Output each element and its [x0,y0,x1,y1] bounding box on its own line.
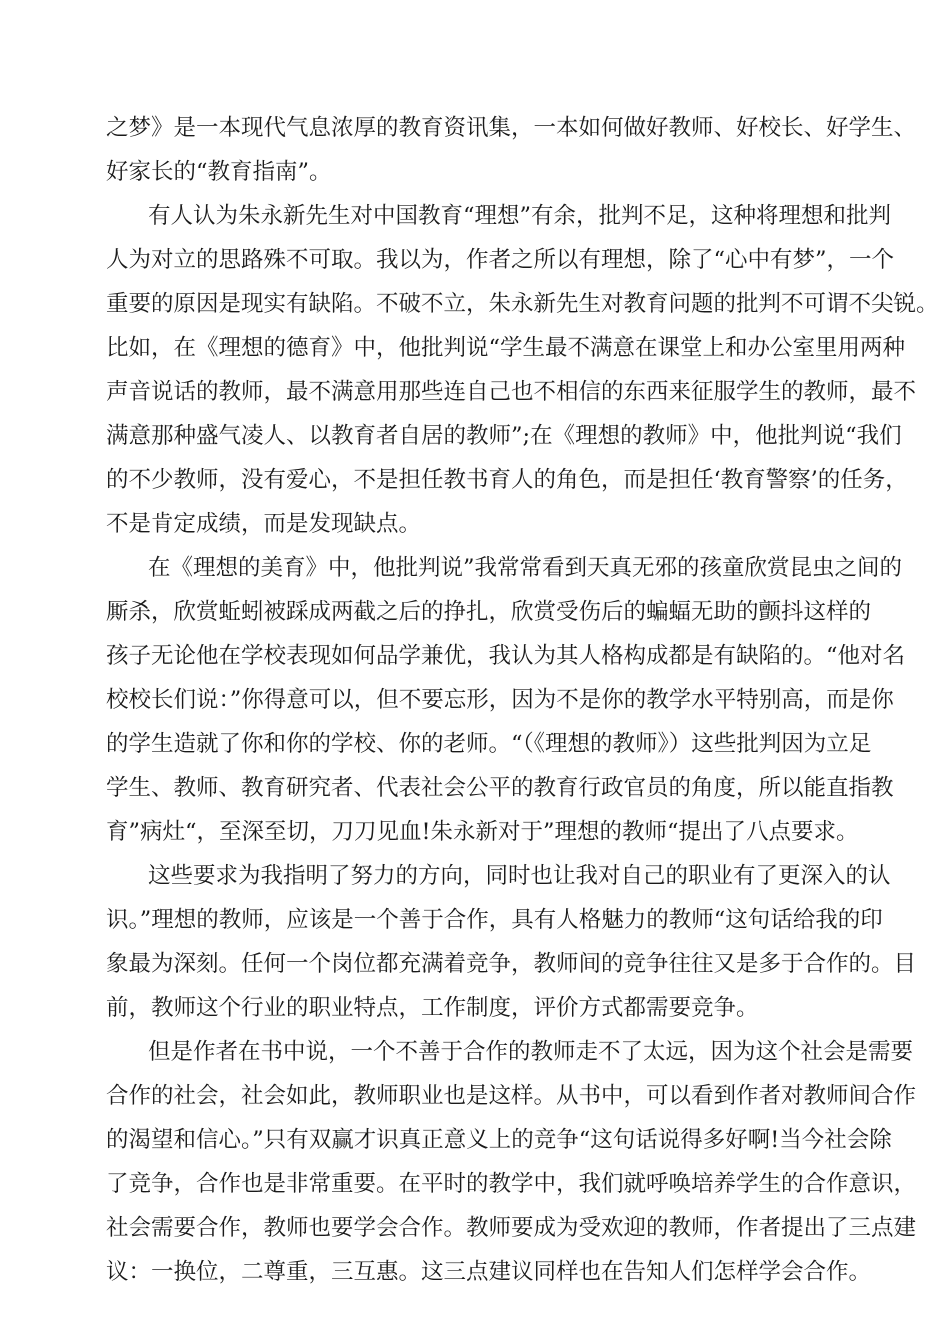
body-text-line: 的学生造就了你和你的学校、你的老师。“（《理想的教师》）这些批判因为立足 [106,731,872,757]
paragraph-first-line: 但是作者在书中说，一个不善于合作的教师走不了太远，因为这个社会是需要 [148,1039,914,1065]
body-text-line: 比如，在《理想的德育》中，他批判说“学生最不满意在课堂上和办公室里用两种 [106,335,906,361]
paragraph-first-line: 在《理想的美育》中，他批判说”我常常看到天真无邪的孩童欣赏昆虫之间的 [148,555,903,581]
body-text-line: 社会需要合作，教师也要学会合作。教师要成为受欢迎的教师，作者提出了三点建 [106,1215,917,1241]
body-text-line: 的渴望和信心。”只有双赢才识真正意义上的竞争“这句话说得多好啊!当今社会除 [106,1127,892,1153]
body-text-line: 识。”理想的教师，应该是一个善于合作，具有人格魅力的教师“这句话给我的印 [106,907,883,933]
paragraph-first-line: 有人认为朱永新先生对中国教育“理想”有余，批判不足，这种将理想和批判 [148,203,892,229]
body-text-line: 人为对立的思路殊不可取。我以为，作者之所以有理想，除了“心中有梦”，一个 [106,247,895,273]
body-text-line: 好家长的“教育指南”。 [106,159,332,185]
body-text-line: 前，教师这个行业的职业特点，工作制度，评价方式都需要竞争。 [106,995,759,1021]
paragraph-first-line: 这些要求为我指明了努力的方向，同时也让我对自己的职业有了更深入的认 [148,863,891,889]
body-text-line: 了竞争，合作也是非常重要。在平时的教学中，我们就呼唤培养学生的合作意识， [106,1171,917,1197]
body-text-line: 厮杀，欣赏蚯蚓被踩成两截之后的挣扎，欣赏受伤后的蝙蝠无助的颤抖这样的 [106,599,872,625]
body-text-line: 孩子无论他在学校表现如何品学兼优，我认为其人格构成都是有缺陷的。“他对名 [106,643,906,669]
body-text-line: 合作的社会，社会如此，教师职业也是这样。从书中，可以看到作者对教师间合作 [106,1083,917,1109]
body-text-line: 的不少教师，没有爱心，不是担任教书育人的角色，而是担任‘教育警察’的任务， [106,467,908,493]
body-text-line: 满意那种盛气凌人、以教育者自居的教师”;在《理想的教师》中，他批判说“我们 [106,423,902,449]
body-text-line: 学生、教师、教育研究者、代表社会公平的教育行政官员的角度，所以能直指教 [106,775,894,801]
body-text-line: 校校长们说：”你得意可以，但不要忘形，因为不是你的教学水平特别高，而是你 [106,687,894,713]
body-text-line: 之梦》是一本现代气息浓厚的教育资讯集，一本如何做好教师、好校长、好学生、 [106,115,917,141]
body-text-line: 育”病灶“，至深至切，刀刀见血!朱永新对于”理想的教师“提出了八点要求。 [106,819,859,845]
body-text-line: 声音说话的教师，最不满意用那些连自己也不相信的东西来征服学生的教师，最不 [106,379,917,405]
body-text-line: 重要的原因是现实有缺陷。不破不立，朱永新先生对教育问题的批判不可谓不尖锐。 [106,291,939,317]
body-text-line: 议：一换位，二尊重，三互惠。这三点建议同样也在告知人们怎样学会合作。 [106,1259,872,1285]
body-text-line: 象最为深刻。任何一个岗位都充满着竞争，教师间的竞争往往又是多于合作的。目 [106,951,917,977]
body-text-line: 不是肯定成绩，而是发现缺点。 [106,511,422,537]
